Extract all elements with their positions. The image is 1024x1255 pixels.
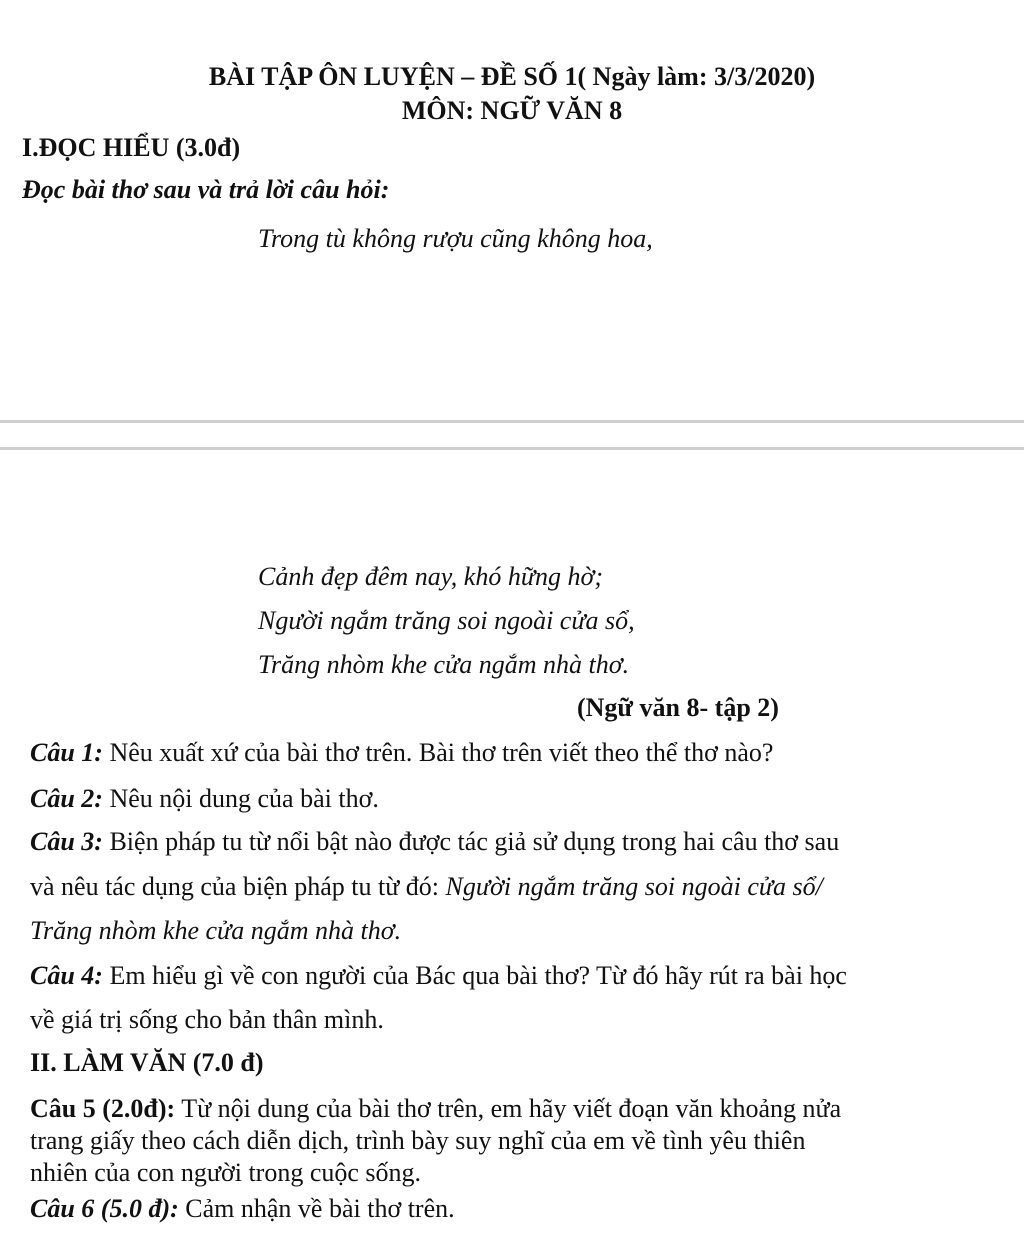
section-reading-heading: I.ĐỌC HIỂU (3.0đ): [22, 133, 241, 162]
question-5-text-1: Từ nội dung của bài thơ trên, em hãy viết đoạn văn khoảng nửa: [175, 1094, 842, 1123]
question-3-text-2: và nêu tác dụng của biện pháp tu từ đó:: [30, 872, 446, 901]
subject-title: MÔN: NGỮ VĂN 8: [401, 96, 623, 125]
question-3-quote-1: Người ngắm trăng soi ngoài cửa sổ/: [445, 872, 823, 901]
poem-line-3: Người ngắm trăng soi ngoài cửa sổ,: [258, 606, 635, 635]
question-5-line-1: [30, 1094, 841, 1124]
question-4-line-1: [30, 961, 847, 991]
document-title: BÀI TẬP ÔN LUYỆN – ĐỀ SỐ 1( Ngày làm: 3/3/2020): [208, 62, 816, 91]
question-6: [30, 1194, 455, 1224]
question-1-text: Nêu xuất xứ của bài thơ trên. Bài thơ trên viết theo thể thơ nào?: [102, 738, 774, 767]
question-4-line-2: về giá trị sống cho bản thân mình.: [30, 1005, 384, 1034]
question-3-line-1: [30, 827, 839, 857]
question-5-label: Câu 5 (2.0đ):: [30, 1094, 176, 1123]
reading-instruction: Đọc bài thơ sau và trả lời câu hỏi:: [22, 175, 390, 204]
question-5-line-2: trang giấy theo cách diễn dịch, trình bày suy nghĩ của em về tình yêu thiên: [30, 1126, 806, 1155]
question-6-text: Cảm nhận về bài thơ trên.: [178, 1194, 455, 1223]
question-2: [30, 784, 379, 814]
question-3-label: Câu 3:: [30, 827, 103, 856]
question-2-label: Câu 2:: [30, 784, 103, 813]
question-1: [30, 738, 773, 768]
poem-line-2: Cảnh đẹp đêm nay, khó hững hờ;: [258, 562, 604, 591]
poem-line-1: Trong tù không rượu cũng không hoa,: [258, 224, 653, 253]
poem-source: (Ngữ văn 8- tập 2): [577, 693, 779, 722]
question-4-text-1: Em hiểu gì về con người của Bác qua bài thơ? Từ đó hãy rút ra bài học: [102, 961, 847, 990]
question-6-label: Câu 6 (5.0 đ):: [30, 1194, 179, 1223]
section-writing-heading: II. LÀM VĂN (7.0 đ): [30, 1048, 264, 1077]
question-3-line-2: [30, 872, 823, 902]
question-1-label: Câu 1:: [30, 738, 103, 767]
question-2-text: Nêu nội dung của bài thơ.: [102, 784, 379, 813]
poem-line-4: Trăng nhòm khe cửa ngắm nhà thơ.: [258, 650, 630, 679]
scroll-divider: [0, 420, 1024, 450]
question-5-line-3: nhiên của con người trong cuộc sống.: [30, 1158, 422, 1187]
question-4-label: Câu 4:: [30, 961, 103, 990]
question-3-text-1: Biện pháp tu từ nổi bật nào được tác giả sử dụng trong hai câu thơ sau: [102, 827, 840, 856]
question-3-quote-2: Trăng nhòm khe cửa ngắm nhà thơ.: [30, 916, 402, 945]
